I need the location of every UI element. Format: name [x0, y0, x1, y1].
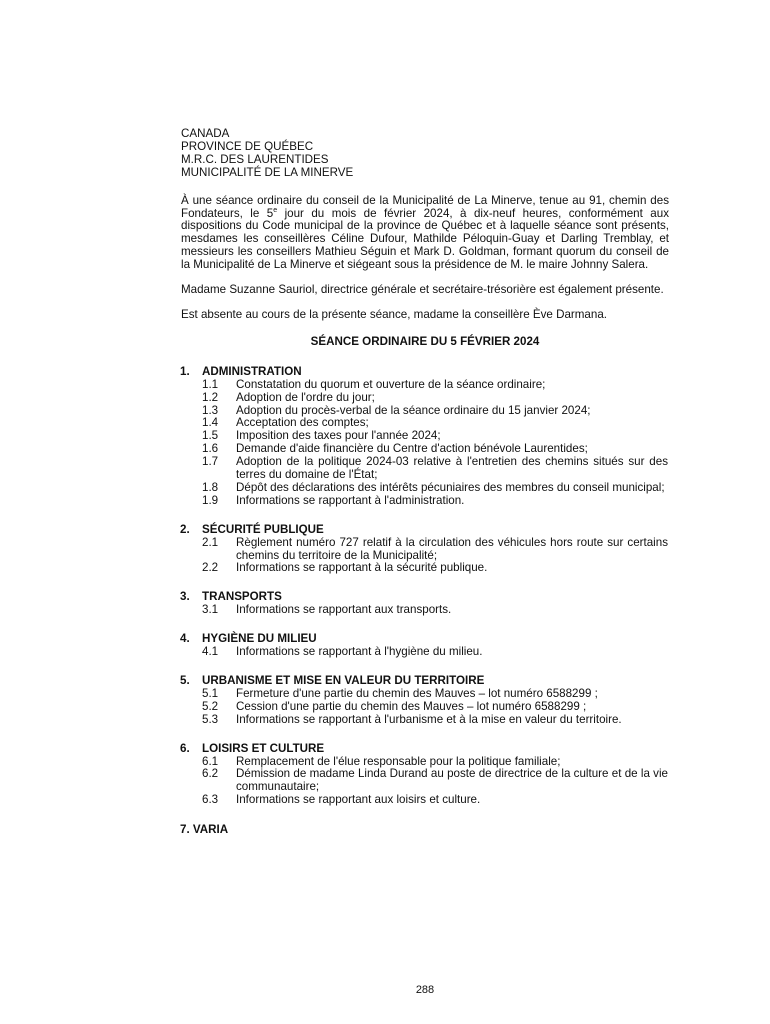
item-number: 5.3 — [202, 712, 219, 726]
section-number: 3. — [180, 590, 190, 604]
item-text: Demande d'aide financière du Centre d'action bénévole Laurentides; — [236, 442, 588, 456]
section-heading — [180, 675, 668, 688]
session-title: SÉANCE ORDINAIRE DU 5 FÉVRIER 2024 — [310, 334, 540, 348]
page-number: 288 — [415, 984, 435, 996]
agenda-item — [180, 482, 668, 495]
agenda-section — [180, 633, 668, 659]
item-text: Informations se rapportant aux loisirs et culture. — [236, 793, 481, 807]
section-title: SÉCURITÉ PUBLIQUE — [202, 522, 324, 536]
item-number: 1.5 — [202, 429, 219, 443]
item-number: 6.3 — [202, 793, 219, 807]
item-number: 1.3 — [202, 403, 219, 417]
agenda-item — [180, 794, 668, 807]
section-title: HYGIÈNE DU MILIEU — [202, 632, 317, 646]
varia-heading: 7. VARIA — [180, 823, 229, 837]
item-text: Remplacement de l'élue responsable pour la politique familiale; — [236, 754, 561, 768]
item-number: 1.9 — [202, 493, 219, 507]
item-text: Informations se rapportant à l'urbanisme et à la mise en valeur du territoire. — [236, 712, 622, 726]
section-title: ADMINISTRATION — [202, 364, 302, 378]
item-number: 1.1 — [202, 377, 219, 391]
item-number: 1.2 — [202, 390, 219, 404]
item-text: Règlement numéro 727 relatif à la circulation des véhicules hors route sur certains chemins du territoire de la Municipalité; — [236, 535, 668, 562]
section-number: 2. — [180, 522, 190, 536]
header-block — [181, 128, 669, 180]
item-text: Cession d'une partie du chemin des Mauves – lot numéro 6588299 ; — [236, 699, 587, 713]
header-province: PROVINCE DE QUÉBEC — [181, 139, 314, 153]
item-text: Acceptation des comptes; — [236, 416, 369, 430]
item-text: Informations se rapportant à la sécurité publique. — [236, 561, 488, 575]
section-number: 1. — [180, 364, 190, 378]
agenda-item — [180, 688, 668, 701]
document-page — [181, 128, 669, 837]
item-text: Dépôt des déclarations des intérêts pécuniaires des membres du conseil municipal; — [236, 480, 665, 494]
item-number: 6.1 — [202, 754, 219, 768]
attendance-paragraph: Madame Suzanne Sauriol, directrice générale et secrétaire-trésorière est également présente. — [181, 283, 664, 297]
item-text: Adoption de l'ordre du jour; — [236, 390, 375, 404]
section-number: 4. — [180, 632, 190, 646]
item-number: 4.1 — [202, 645, 219, 659]
section-heading — [180, 366, 668, 379]
section-heading — [180, 743, 668, 756]
agenda-item — [180, 701, 668, 714]
item-text: Imposition des taxes pour l'année 2024; — [236, 429, 441, 443]
intro-text-part1: À une séance ordinaire du conseil de la Municipalité de La Minerve, tenue au 91, chemin des Fondateurs, le 5 — [181, 193, 669, 220]
header-mrc: M.R.C. DES LAURENTIDES — [181, 152, 329, 166]
item-number: 2.2 — [202, 561, 219, 575]
item-text: Informations se rapportant à l'hygiène du milieu. — [236, 645, 483, 659]
section-title: LOISIRS ET CULTURE — [202, 741, 325, 755]
agenda-item — [180, 768, 668, 794]
header-municipality: MUNICIPALITÉ DE LA MINERVE — [181, 165, 354, 179]
header-country: CANADA — [181, 127, 230, 140]
item-text: Informations se rapportant à l'administration. — [236, 493, 465, 507]
item-text: Adoption de la politique 2024-03 relative à l'entretien des chemins situés sur des terres du domaine de l'État; — [236, 455, 668, 482]
item-number: 1.6 — [202, 442, 219, 456]
section-number: 5. — [180, 674, 190, 687]
section-heading — [180, 524, 668, 537]
agenda-item — [180, 379, 668, 392]
item-text: Fermeture d'une partie du chemin des Mauves – lot numéro 6588299 ; — [236, 686, 598, 700]
intro-paragraph — [181, 195, 669, 272]
item-number: 5.2 — [202, 699, 219, 713]
agenda-item — [180, 456, 668, 482]
agenda-section — [180, 366, 668, 508]
agenda-section — [180, 675, 668, 727]
item-number: 1.8 — [202, 480, 219, 494]
agenda-item — [180, 646, 668, 659]
agenda-item — [180, 562, 668, 575]
intro-text-part2: jour du mois de février 2024, à dix-neuf heures, conformément aux dispositions du Code municipal de la province de Québec et à laquelle séance sont présents, mesdames les conseillères Céline Dufour, Mathilde Péloquin-Guay et Darling Tremblay, et messieurs les conseillers Mathieu Séguin et Mark D. Goldman, formant quorum du conseil de la Municipalité de La Minerve et siégeant sous la présidence de M. le maire Johnny Salera. — [181, 206, 669, 272]
intro-superscript: e — [273, 206, 278, 214]
agenda — [180, 366, 668, 837]
agenda-section — [180, 524, 668, 576]
item-number: 2.1 — [202, 535, 219, 549]
absence-paragraph: Est absente au cours de la présente séance, madame la conseillère Ève Darmana. — [181, 307, 607, 321]
agenda-item — [180, 604, 668, 617]
section-title: TRANSPORTS — [202, 590, 282, 604]
item-number: 5.1 — [202, 686, 219, 700]
agenda-section — [180, 743, 668, 808]
item-number: 6.2 — [202, 767, 219, 781]
item-text: Constatation du quorum et ouverture de la séance ordinaire; — [236, 377, 546, 391]
agenda-item — [180, 714, 668, 727]
item-text: Informations se rapportant aux transports. — [236, 603, 452, 617]
agenda-item — [180, 392, 668, 405]
agenda-item — [180, 495, 668, 508]
item-text: Démission de madame Linda Durand au poste de directrice de la culture et de la vie communautaire; — [236, 767, 668, 794]
item-text: Adoption du procès-verbal de la séance ordinaire du 15 janvier 2024; — [236, 403, 591, 417]
agenda-section — [180, 591, 668, 617]
item-number: 1.7 — [202, 455, 219, 469]
agenda-item — [180, 537, 668, 563]
item-number: 3.1 — [202, 603, 219, 617]
section-title: URBANISME ET MISE EN VALEUR DU TERRITOIRE — [202, 674, 485, 687]
item-number: 1.4 — [202, 416, 219, 430]
section-number: 6. — [180, 741, 190, 755]
